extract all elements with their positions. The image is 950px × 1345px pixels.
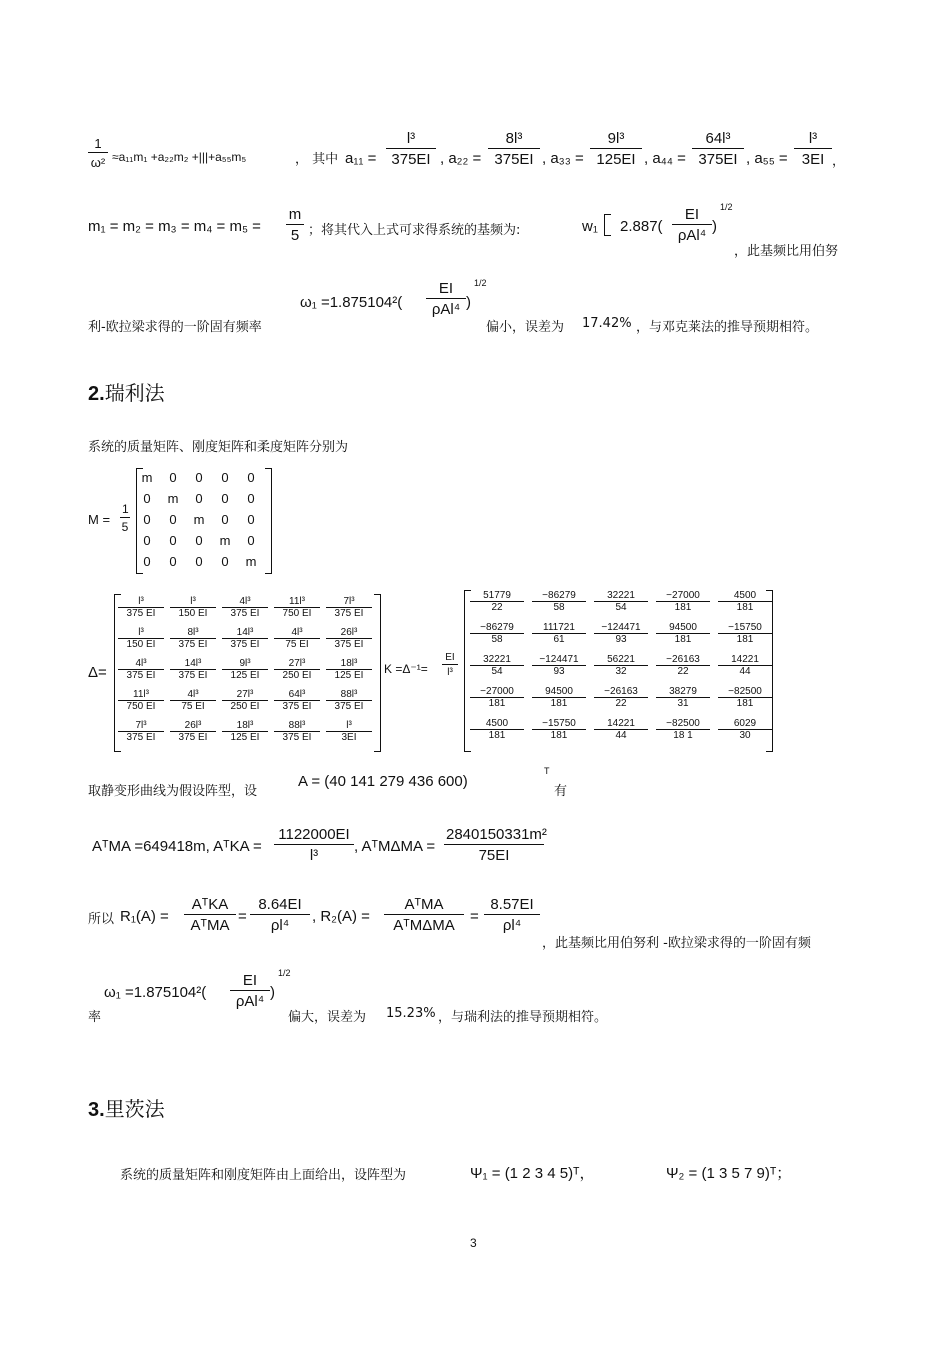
matrix-entry xyxy=(170,689,216,712)
matrix-entry: 0 xyxy=(169,554,177,569)
a22-fraction: $\frac{\text{8l³}}{375EI}$ xyxy=(488,130,540,168)
entry-denominator: 75 EI xyxy=(285,639,309,650)
w1-exponent: 1/2 xyxy=(720,202,733,212)
matrix-entry xyxy=(222,596,268,619)
entry-denominator: 181 xyxy=(736,602,754,613)
assume-text: 取静变形曲线为假设阵型，设 xyxy=(88,784,258,799)
entry-denominator: 375 EI xyxy=(178,670,208,681)
mass-matrix-coefficient: $\frac{1}{5}$ xyxy=(121,502,129,534)
entry-denominator: 125 EI xyxy=(334,670,364,681)
matrix-entry: 0 xyxy=(221,512,229,527)
inverse-omega-squared-fraction xyxy=(88,136,108,170)
matrix-entry xyxy=(170,627,216,650)
entry-denominator: 93 xyxy=(615,634,627,645)
entry-denominator: 375 EI xyxy=(230,608,260,619)
entry-denominator: 181 xyxy=(736,634,754,645)
r1-label: R₁(A) = xyxy=(120,908,169,925)
entry-denominator: 375 EI xyxy=(282,701,312,712)
matrix-entry xyxy=(470,654,524,677)
matrix-entry: 0 xyxy=(195,554,203,569)
a55-fraction: $\frac{\text{l³}}{3EI}$ xyxy=(794,130,832,168)
entry-denominator: 150 EI xyxy=(126,639,156,650)
entry-numerator: 88l³ xyxy=(274,720,320,732)
entry-numerator: −86279 xyxy=(470,622,524,634)
entry-numerator: 32221 xyxy=(470,654,524,666)
entry-numerator: 4l³ xyxy=(118,658,164,670)
matrix-entry xyxy=(532,654,586,677)
entry-denominator: 150 EI xyxy=(178,608,208,619)
has-text: 有 xyxy=(554,784,568,799)
r2-equals: = xyxy=(470,908,479,925)
entry-numerator: 88l³ xyxy=(326,689,372,701)
matrix-entry: 0 xyxy=(221,554,229,569)
flexibility-matrix-label: Δ= xyxy=(88,664,107,681)
entry-denominator: 181 xyxy=(674,634,692,645)
entry-numerator: 111721 xyxy=(532,622,586,634)
amdma-expression: , AᵀMΔMA = xyxy=(354,838,436,855)
section-heading-3 xyxy=(88,1093,165,1122)
rate-omega-expression: ω₁ =1.875104²( xyxy=(104,984,207,1001)
entry-numerator: −82500 xyxy=(656,718,710,730)
section-title: 瑞利法 xyxy=(104,381,165,405)
page-number: 3 xyxy=(470,1236,477,1250)
entry-denominator: 18 1 xyxy=(673,730,693,741)
matrix-entry: 0 xyxy=(195,491,203,506)
r1-equals: = xyxy=(238,908,247,925)
entry-numerator: −82500 xyxy=(718,686,772,698)
entry-numerator: 14l³ xyxy=(222,627,268,639)
matrix-entry xyxy=(470,622,524,645)
matrix-entry: 0 xyxy=(143,491,151,506)
matrix-entry: 0 xyxy=(195,470,203,485)
matrix-entry xyxy=(532,622,586,645)
section-heading-2 xyxy=(88,377,165,406)
matrix-entry: m xyxy=(245,554,257,569)
rate-omega-fraction: EI ρAl⁴ xyxy=(230,972,270,1010)
matrix-entry xyxy=(594,622,648,645)
equal-masses: m₁ = m₂ = m₃ = m₄ = m₅ = xyxy=(88,218,261,235)
matrix-entry xyxy=(326,627,372,650)
entry-numerator: 11l³ xyxy=(274,596,320,608)
entry-denominator: 3EI xyxy=(341,732,357,743)
matrix-entry: 0 xyxy=(221,470,229,485)
entry-denominator: 375 EI xyxy=(334,608,364,619)
rate-prefix: 率 xyxy=(88,1010,102,1025)
fraction-denominator: ω² xyxy=(90,155,106,170)
matrix-entry xyxy=(118,658,164,681)
entry-numerator: 94500 xyxy=(656,622,710,634)
assumed-shape-vector: A = (40 141 279 436 600) xyxy=(298,773,468,790)
entry-numerator: 27l³ xyxy=(274,658,320,670)
matrix-entry xyxy=(656,718,710,741)
omega1-exponent: 1/2 xyxy=(474,278,487,288)
matrix-entry xyxy=(718,686,772,709)
w1-fraction: EI ρAl⁴ xyxy=(672,206,712,244)
mass-matrix-right-bracket xyxy=(265,468,272,574)
entry-numerator: 4500 xyxy=(470,718,524,730)
entry-numerator: −26163 xyxy=(594,686,648,698)
matrix-entry: 0 xyxy=(143,512,151,527)
matrix-entry xyxy=(594,654,648,677)
entry-denominator: 44 xyxy=(739,666,751,677)
comparison-text: ，此基频比用伯努 xyxy=(734,244,839,259)
entry-numerator: 27l³ xyxy=(222,689,268,701)
w1-coefficient: 2.887( xyxy=(620,218,663,235)
r2-label: , R₂(A) = xyxy=(312,908,370,925)
entry-denominator: 375 EI xyxy=(126,608,156,619)
entry-numerator: 6029 xyxy=(718,718,772,730)
entry-denominator: 31 xyxy=(677,698,689,709)
entry-denominator: 250 EI xyxy=(282,670,312,681)
matrix-entry xyxy=(656,686,710,709)
matrix-entry: 0 xyxy=(169,512,177,527)
matrix-entry xyxy=(470,686,524,709)
a44-label: , a₄₄ = xyxy=(644,150,686,167)
matrix-entry xyxy=(326,596,372,619)
matrix-entry xyxy=(718,654,772,677)
omega1-close: ) xyxy=(466,294,471,311)
r1-quotient: AᵀKA AᵀMA xyxy=(184,896,236,934)
matrix-entry xyxy=(594,590,648,613)
matrix-entry: 0 xyxy=(169,533,177,548)
entry-denominator: 22 xyxy=(615,698,627,709)
section-number: 2. xyxy=(88,383,105,405)
omega1-fraction: EI ρAl⁴ xyxy=(426,280,466,318)
matrix-entry xyxy=(718,718,772,741)
entry-numerator: 38279 xyxy=(656,686,710,698)
entry-numerator: 4l³ xyxy=(170,689,216,701)
w1-close: ) xyxy=(712,218,717,235)
entry-denominator: 181 xyxy=(488,698,506,709)
stiffness-matrix-label: K =Δ⁻¹= xyxy=(384,662,428,676)
entry-numerator: l³ xyxy=(118,596,164,608)
entry-denominator: 22 xyxy=(491,602,503,613)
matrices-intro: 系统的质量矩阵、刚度矩阵和柔度矩阵分别为 xyxy=(88,440,349,455)
matrix-entry: 0 xyxy=(169,470,177,485)
entry-numerator: l³ xyxy=(118,627,164,639)
entry-numerator: 14l³ xyxy=(170,658,216,670)
entry-numerator: 4500 xyxy=(718,590,772,602)
entry-numerator: −124471 xyxy=(594,622,648,634)
entry-numerator: 4l³ xyxy=(274,627,320,639)
transpose-mark: T xyxy=(544,766,550,776)
entry-numerator: 7l³ xyxy=(326,596,372,608)
entry-denominator: 22 xyxy=(677,666,689,677)
entry-numerator: 14221 xyxy=(594,718,648,730)
matrix-entry xyxy=(274,720,320,743)
entry-numerator: 26l³ xyxy=(170,720,216,732)
a11-label: a₁₁ = xyxy=(345,150,377,167)
section-title: 里茨法 xyxy=(104,1097,165,1121)
entry-denominator: 250 EI xyxy=(230,701,260,712)
matrix-entry: 0 xyxy=(247,512,255,527)
matrix-entry xyxy=(118,627,164,650)
matrix-entry xyxy=(470,590,524,613)
entry-denominator: 181 xyxy=(736,698,754,709)
matrix-entry xyxy=(222,658,268,681)
entry-denominator: 125 EI xyxy=(230,732,260,743)
r2-value: $\frac{8.57EI}{\text{ρl⁴}}$ xyxy=(484,896,540,934)
entry-denominator: 93 xyxy=(553,666,565,677)
entry-numerator: 14221 xyxy=(718,654,772,666)
entry-numerator: 9l³ xyxy=(222,658,268,670)
entry-denominator: 32 xyxy=(615,666,627,677)
rate-omega-close: ) xyxy=(270,984,275,1001)
atka-fraction: $\frac{1122000EI}{\text{l³}}$ xyxy=(274,826,354,864)
entry-denominator: 44 xyxy=(615,730,627,741)
entry-denominator: 181 xyxy=(488,730,506,741)
comma: ， xyxy=(832,154,846,169)
matrix-entry xyxy=(274,596,320,619)
mass-fraction: $\frac{m}{5}$ xyxy=(286,206,304,244)
matrix-entry xyxy=(118,689,164,712)
entry-numerator: l³ xyxy=(326,720,372,732)
entry-numerator: 18l³ xyxy=(326,658,372,670)
matrix-entry xyxy=(118,596,164,619)
entry-numerator: 8l³ xyxy=(170,627,216,639)
stiffness-matrix-coefficient: $\frac{EI}{\text{l³}}$ xyxy=(442,652,458,678)
rate-conclusion: ，与瑞利法的推导预期相符。 xyxy=(438,1010,608,1025)
fraction-numerator: 1 xyxy=(88,136,108,153)
r1-value: $\frac{8.64EI}{\text{ρl⁴}}$ xyxy=(250,896,310,934)
entry-numerator: −27000 xyxy=(656,590,710,602)
matrix-entry xyxy=(274,627,320,650)
entry-numerator: 32221 xyxy=(594,590,648,602)
entry-numerator: 94500 xyxy=(532,686,586,698)
entry-denominator: 375 EI xyxy=(178,732,208,743)
entry-numerator: 26l³ xyxy=(326,627,372,639)
line3-prefix: 利-欧拉梁求得的一阶固有频率 xyxy=(88,320,262,335)
matrix-entry xyxy=(222,689,268,712)
matrix-entry xyxy=(170,658,216,681)
dunkerley-series: ≈a₁₁m₁ +a₂₂m₂ +|||+a₅₅m₅ xyxy=(112,150,247,164)
entry-denominator: 58 xyxy=(491,634,503,645)
entry-denominator: 375 EI xyxy=(126,732,156,743)
matrix-entry xyxy=(656,654,710,677)
entry-denominator: 61 xyxy=(553,634,565,645)
matrix-entry xyxy=(326,658,372,681)
a11-fraction: $\frac{\text{l³}}{375EI}$ xyxy=(386,130,436,168)
entry-numerator: 4l³ xyxy=(222,596,268,608)
matrix-entry: 0 xyxy=(247,470,255,485)
matrix-entry xyxy=(326,689,372,712)
matrix-entry: m xyxy=(193,512,205,527)
matrix-entry xyxy=(532,718,586,741)
entry-numerator: −15750 xyxy=(718,622,772,634)
entry-numerator: −27000 xyxy=(470,686,524,698)
w1-symbol: w₁ xyxy=(582,218,598,235)
psi2-vector: Ψ₂ = (1 3 5 7 9)ᵀ； xyxy=(666,1165,792,1182)
rate-small-text: 偏大，误差为 xyxy=(288,1010,367,1025)
entry-denominator: 30 xyxy=(739,730,751,741)
rate-omega-exponent: 1/2 xyxy=(278,968,291,978)
matrix-entry: m xyxy=(167,491,179,506)
entry-denominator: 181 xyxy=(550,698,568,709)
matrix-entry xyxy=(274,658,320,681)
entry-denominator: 54 xyxy=(615,602,627,613)
ritz-intro: 系统的质量矩阵和刚度矩阵由上面给出，设阵型为 xyxy=(120,1168,407,1183)
matrix-entry xyxy=(118,720,164,743)
entry-denominator: 54 xyxy=(491,666,503,677)
entry-denominator: 375 EI xyxy=(178,639,208,650)
matrix-entry: 0 xyxy=(143,533,151,548)
matrix-entry xyxy=(326,720,372,743)
products-expression: AᵀMA =649418m, AᵀKA = xyxy=(92,838,262,855)
matrix-entry xyxy=(170,596,216,619)
r2-quotient: AᵀMA AᵀMΔMA xyxy=(384,896,464,934)
entry-denominator: 375 EI xyxy=(334,701,364,712)
entry-numerator: 11l³ xyxy=(118,689,164,701)
omega1-expression: ω₁ =1.875104²( xyxy=(300,294,403,311)
matrix-entry xyxy=(170,720,216,743)
entry-denominator: 750 EI xyxy=(126,701,156,712)
a44-fraction: $\frac{\text{64l³}}{375EI}$ xyxy=(692,130,744,168)
psi1-vector: Ψ₁ = (1 2 3 4 5)ᵀ， xyxy=(470,1165,595,1182)
error-percent: 17.42% xyxy=(582,316,632,331)
line3-small-text: 偏小，误差为 xyxy=(486,320,565,335)
matrix-entry xyxy=(532,590,586,613)
entry-numerator: 7l³ xyxy=(118,720,164,732)
a55-label: , a₅₅ = xyxy=(746,150,788,167)
entry-denominator: 75 EI xyxy=(181,701,205,712)
so-text: 所以 xyxy=(88,912,115,927)
rayleigh-comparison: ，此基频比用伯努利 -欧拉梁求得的一阶固有频 xyxy=(542,936,811,951)
matrix-entry xyxy=(718,590,772,613)
line3-conclusion: ，与邓克莱法的推导预期相符。 xyxy=(636,320,819,335)
matrix-entry: 0 xyxy=(221,491,229,506)
entry-denominator: 375 EI xyxy=(334,639,364,650)
entry-denominator: 125 EI xyxy=(230,670,260,681)
entry-numerator: 18l³ xyxy=(222,720,268,732)
matrix-entry xyxy=(274,689,320,712)
matrix-entry: 0 xyxy=(247,491,255,506)
matrix-entry xyxy=(718,622,772,645)
entry-denominator: 375 EI xyxy=(230,639,260,650)
a22-label: , a₂₂ = xyxy=(440,150,482,167)
section-number: 3. xyxy=(88,1099,105,1121)
entry-denominator: 750 EI xyxy=(282,608,312,619)
entry-numerator: l³ xyxy=(170,596,216,608)
a33-label: , a₃₃ = xyxy=(542,150,584,167)
entry-denominator: 181 xyxy=(550,730,568,741)
matrix-entry: 0 xyxy=(195,533,203,548)
a33-fraction: $\frac{\text{9l³}}{125EI}$ xyxy=(590,130,642,168)
entry-denominator: 181 xyxy=(674,602,692,613)
entry-numerator: −86279 xyxy=(532,590,586,602)
where-text: ， 其中 xyxy=(295,152,339,167)
matrix-entry: m xyxy=(219,533,231,548)
matrix-entry xyxy=(594,718,648,741)
entry-numerator: −26163 xyxy=(656,654,710,666)
matrix-entry: 0 xyxy=(143,554,151,569)
mass-matrix-label: M = xyxy=(88,512,111,527)
entry-numerator: 64l³ xyxy=(274,689,320,701)
rate-error-percent: 15.23% xyxy=(386,1006,436,1021)
matrix-entry xyxy=(656,622,710,645)
matrix-entry xyxy=(470,718,524,741)
matrix-entry xyxy=(594,686,648,709)
amdma-fraction: $\frac{\text{2840150331m²}}{75EI}$ xyxy=(446,826,547,864)
matrix-entry xyxy=(222,627,268,650)
entry-numerator: −15750 xyxy=(532,718,586,730)
matrix-entry: 0 xyxy=(247,533,255,548)
matrix-entry: m xyxy=(141,470,153,485)
entry-numerator: 56221 xyxy=(594,654,648,666)
flexibility-matrix-right-bracket xyxy=(374,594,381,752)
approx-bracket xyxy=(604,214,611,236)
matrix-entry xyxy=(656,590,710,613)
substitute-text: ；将其代入上式可求得系统的基频为: xyxy=(308,223,521,238)
entry-numerator: 51779 xyxy=(470,590,524,602)
entry-denominator: 375 EI xyxy=(282,732,312,743)
entry-denominator: 58 xyxy=(553,602,565,613)
matrix-entry xyxy=(222,720,268,743)
entry-numerator: −124471 xyxy=(532,654,586,666)
entry-denominator: 375 EI xyxy=(126,670,156,681)
matrix-entry xyxy=(532,686,586,709)
